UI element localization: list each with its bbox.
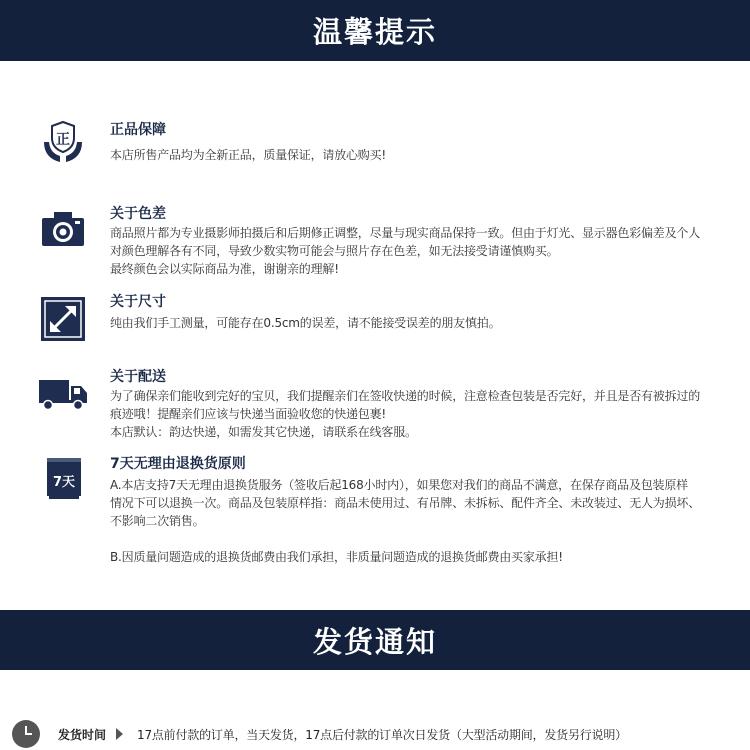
section-line: 商品照片都为专业摄影师拍摄后和后期修正调整，尽量与现实商品保持一致。但由于灯光、显示器色彩偏差及个人 (110, 226, 701, 240)
section-line: 对颜色理解各有不同，导致少数实物可能会与照片存在色差，如无法接受请谨慎购买。 (110, 244, 559, 258)
genuine-icon-text: 正 (56, 132, 70, 148)
banner-title: 温馨提示 (312, 15, 437, 49)
section-line: A.本店支持7天无理由退换货服务（签收后起168小时内），如果您对我们的商品不满意，在保存商品及包装原样 (110, 478, 688, 492)
camera-icon (40, 206, 86, 252)
section-title: 关于尺寸 (110, 294, 166, 310)
resize-arrow-icon (40, 296, 86, 342)
section-title: 7天无理由退换货原则 (110, 456, 246, 472)
shipping-time-text: 17点前付款的订单，当天发货，17点后付款的订单次日发货（大型活动期间，发货另行说明） (137, 727, 627, 742)
section-line: 纯由我们手工测量，可能存在0.5cm的误差，请不能接受误差的朋友慎拍。 (110, 316, 501, 330)
section-title: 关于色差 (110, 206, 166, 222)
clock-icon (12, 720, 40, 748)
section-line: 为了确保亲们能收到完好的宝贝，我们提醒亲们在签收快递的时候，注意检查包装是否完好，并且是否有被拆过的 (110, 389, 701, 403)
section-title: 正品保障 (110, 122, 166, 138)
section-line: 最终颜色会以实际商品为准，谢谢亲的理解! (110, 262, 339, 276)
header-banner (0, 0, 750, 61)
section-line: B.因质量问题造成的退换货邮费由我们承担，非质量问题造成的退换货邮费由买家承担! (110, 550, 563, 564)
shipping-banner (0, 610, 750, 670)
shipping-time-label: 发货时间 (58, 727, 107, 742)
calendar-icon-text: 7天 (52, 475, 76, 490)
genuine-hands-icon (40, 120, 86, 166)
seven-day-calendar-icon (46, 456, 82, 502)
section-title: 关于配送 (110, 369, 166, 385)
section-line: 痕迹哦！提醒亲们应该与快递当面验收您的快递包裹! (110, 407, 387, 421)
shipping-time-row (12, 718, 627, 750)
section-line: 不影响二次销售。 (110, 514, 205, 528)
section-line: 本店默认：韵达快递，如需发其它快递，请联系在线客服。 (110, 425, 417, 439)
delivery-truck-icon (38, 371, 90, 417)
arrow-right-icon (116, 728, 123, 740)
section-line: 本店所售产品均为全新正品，质量保证，请放心购买! (110, 148, 387, 162)
section-line: 情况下可以退换一次。商品及包装原样指：商品未使用过、有吊牌、未拆标、配件齐全、未改装过、无人为损坏、 (110, 496, 701, 510)
banner-title: 发货通知 (312, 624, 437, 659)
